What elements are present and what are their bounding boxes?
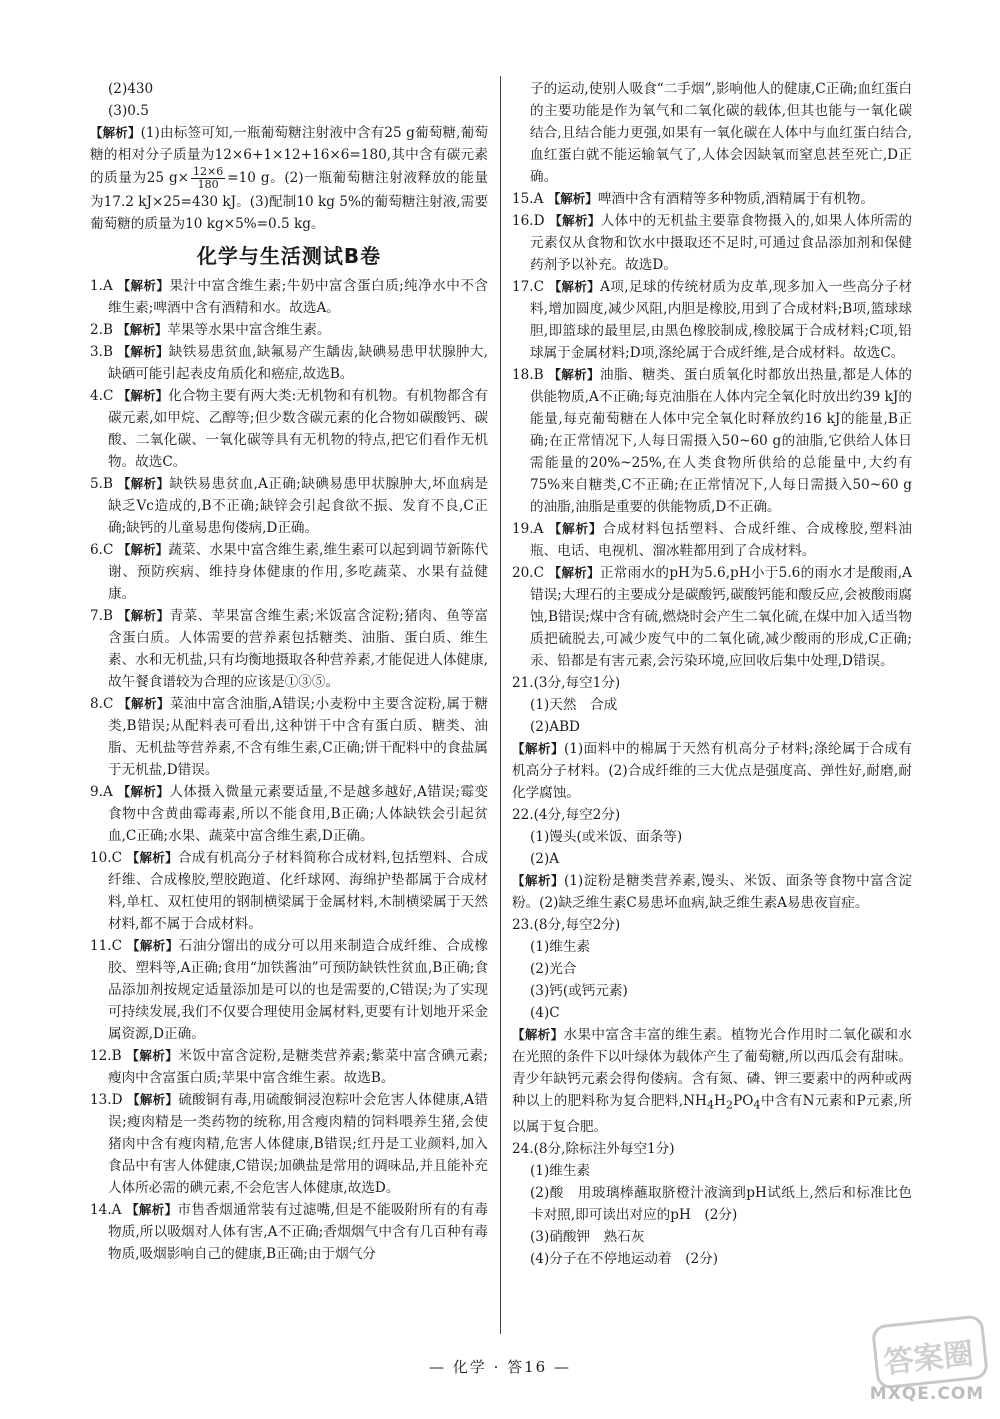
analysis-text: (1)淀粉是糖类营养素,馒头、米饭、面条等食物中富含淀粉。(2)缺乏维生素C易患坏血病,缺乏维生素A易患夜盲症。 [512, 873, 912, 911]
answer-label: 3.B [90, 344, 113, 360]
analysis-text: 蔬菜、水果中富含维生素,维生素可以起到调节新陈代谢、预防疾病、维持身体健康的作用,多吃蔬菜、水果有益健康。 [108, 542, 488, 602]
analysis-tag: 【解析】 [549, 213, 601, 228]
question-header [512, 1138, 912, 1160]
answer-item [512, 188, 912, 210]
answer-label: 20.C [512, 565, 545, 581]
question-number: 21. [512, 675, 534, 691]
analysis-text: 青菜、苹果富含维生素;米饭富含淀粉;猪肉、鱼等富含蛋白质。人体需要的营养素包括糖类、油脂、蛋白质、维生素、水和无机盐,只有均衡地摄取各种营养素,才能促进人体健康,故午餐食谱较为合理的应该是①③⑤。 [108, 608, 488, 690]
analysis-text: 合成材料包括塑料、合成纤维、合成橡胶,塑料油瓶、电话、电视机、溜冰鞋都用到了合成材料。 [530, 521, 912, 559]
answer-item [90, 1045, 488, 1089]
answer-list [512, 188, 912, 672]
answer-label: 1.A [90, 278, 113, 294]
answer-label: 12.B [90, 1048, 122, 1064]
right-column [512, 78, 912, 1270]
analysis-text: 缺铁易患贫血,缺氟易产生龋齿,缺碘易患甲状腺肿大,缺硒可能引起表皮角质化和癌症,故选B。 [108, 344, 488, 382]
answer-label: 11.C [90, 938, 123, 954]
analysis-paragraph [90, 122, 488, 235]
answer-item [90, 319, 488, 341]
answer-line: (1)维生素 [530, 939, 591, 955]
answer-line: (1)馒头(或米饭、面条等) [530, 829, 683, 845]
fraction [191, 166, 225, 191]
analysis-text: 菜油中富含油脂,A错误;小麦粉中主要含淀粉,属于糖类,B错误;从配料表可看出,这种饼干中含有蛋白质、糖类、油脂、无机盐等营养素,不含有维生素,C正确;饼干配料中的食盐属于无机盐,D错误。 [108, 696, 488, 778]
answer-label: 19.A [512, 521, 544, 537]
answer-item [512, 364, 912, 518]
answer-item [512, 276, 912, 364]
answer-line: (2)ABD [530, 719, 580, 735]
answer-item [90, 693, 488, 781]
formula-part: PO [733, 1093, 754, 1109]
watermark-url: MXQE.COM [869, 1384, 985, 1404]
answer-item [90, 385, 488, 473]
analysis-text: 市售香烟通常装有过滤嘴,但是不能吸附所有的有毒物质,所以吸烟对人体有害,A不正确;香烟烟气中含有几百种有毒物质,吸烟影响自己的健康,B正确;由于烟气分 [108, 1202, 488, 1262]
analysis-text: 油脂、糖类、蛋白质氧化时都放出热量,都是人体的供能物质,A不正确;每克油脂在人体内完全氧化时放出约39 kJ的能量,每克葡萄糖在人体中完全氧化时释放约16 kJ的能量,B正确;在正常情况下,人每日需摄入50~60 g的油脂,它供给人体日需能量的20%~25%,在人类食物所供给的总能量中,大约有75%来自糖类,C不正确;在正常情况下,人每日需摄入50~60 g的油脂,油脂是重要的供能物质,D不正确。 [530, 367, 912, 515]
answer-line: (3)硝酸钾 熟石灰 [530, 1228, 645, 1245]
analysis-tag: 【解析】 [117, 608, 170, 623]
analysis-tag: 【解析】 [548, 367, 600, 382]
analysis-tag: 【解析】 [117, 322, 168, 337]
answer-label: 17.C [512, 279, 545, 295]
answer-label: 10.C [90, 850, 123, 866]
answer-line: (3)钙(或钙元素) [530, 983, 628, 999]
page-footer: — 化学 · 答16 — [429, 1358, 571, 1376]
section-title: 化学与生活测试B卷 [196, 244, 382, 268]
question-number: 22. [512, 807, 534, 823]
analysis-text: 水果中富含丰富的维生素。植物光合作用时二氧化碳和水在光照的条件下以叶绿体为载体产生了葡萄糖,所以西瓜会有甜味。青少年缺钙元素会得佝偻病。含有氮、磷、钾三要素中的两种或两种以上的肥料称为复合肥料,NH [512, 1027, 912, 1109]
analysis-tag: 【解析】 [117, 784, 170, 799]
answer-line: (4)C [530, 1005, 560, 1021]
analysis-tag: 【解析】 [548, 279, 601, 294]
analysis-text: 硫酸铜有毒,用硫酸铜浸泡粽叶会危害人体健康,A错误;瘦肉精是一类药物的统称,用含瘦肉精的饲料喂养生猪,会使猪肉中含有瘦肉精,危害人体健康,B错误;红丹是工业颜料,加入食品中有害人体健康,C错误;加碘盐是常用的调味品,并且能补充人体所必需的碘元素,不会危害人体健康,故选D。 [108, 1092, 488, 1196]
analysis-text: 中含有N元素和P元素,所以属于复合肥。 [512, 1093, 912, 1135]
watermark [868, 1318, 986, 1408]
subscript: 4 [753, 1097, 761, 1112]
analysis-tag: 【解析】 [512, 873, 564, 888]
answer-label: 6.C [90, 542, 114, 558]
question-number: 24. [512, 1140, 534, 1157]
analysis-text: 人体中的无机盐主要靠食物摄入的,如果人体所需的元素仅从食物和饮水中摄取还不足时,可通过食品添加剂和保健药剂予以补充。故选D。 [530, 213, 912, 273]
answer-line: (2)430 [108, 81, 154, 97]
analysis-tag: 【解析】 [90, 125, 141, 140]
answer-label: 15.A [512, 191, 544, 207]
watermark-logo [871, 1314, 989, 1389]
analysis-paragraph [512, 870, 912, 914]
analysis-tag: 【解析】 [126, 1048, 179, 1063]
analysis-text: A项,足球的传统材质为皮革,现多加入一些高分子材料,增加圆度,减少风阻,内胆是橡胶,用到了合成材料;B项,篮球球胆,即篮球的最里层,由黑色橡胶制成,橡胶属于合成材料;C项,铅球属于金属材料;D项,涤纶属于合成纤维,是合成材料。故选C。 [530, 279, 912, 361]
question-number: 23. [512, 917, 534, 933]
answer-label: 16.D [512, 213, 545, 229]
analysis-tag: 【解析】 [512, 741, 564, 756]
analysis-tag: 【解析】 [118, 696, 170, 711]
analysis-text: 果汁中富含维生素;牛奶中富含蛋白质;纯净水中不含维生素;啤酒中含有酒精和水。故选A。 [108, 278, 488, 316]
fraction-numerator: 12×6 [193, 165, 224, 178]
analysis-text: 化合物主要有两大类:无机物和有机物。有机物都含有碳元素,如甲烷、乙醇等;但少数含碳元素的化合物如碳酸钙、碳酸、二氧化碳、一氧化碳等具有无机物的特点,把它们看作无机物。故选C。 [108, 388, 488, 470]
subscript: 4 [706, 1097, 715, 1112]
analysis-tag: 【解析】 [126, 1202, 178, 1217]
analysis-text: =10 g。(2)一瓶葡萄糖注射液释放的能量为17.2 kJ×25=430 kJ。(3)配制10 kg 5%的葡萄糖注射液,需要葡萄糖的质量为10 kg×5%=0.5 kg。 [90, 170, 488, 232]
score-note: (8分,除标注外每空1分) [533, 1140, 675, 1157]
answer-item [90, 781, 488, 847]
answer-line: (1)天然 合成 [530, 697, 618, 713]
analysis-tag: 【解析】 [548, 565, 600, 580]
analysis-tag: 【解析】 [548, 521, 603, 536]
column-divider [500, 76, 501, 1334]
left-column [90, 78, 488, 1265]
score-note: (3分,每空1分) [533, 675, 621, 691]
answer-item [512, 562, 912, 672]
analysis-tag: 【解析】 [117, 388, 169, 403]
continuation-text: 子的运动,使别人吸食“二手烟”,影响他人的健康,C正确;血红蛋白的主要功能是作为氧气和二氧化碳的载体,但其也能与一氧化碳结合,且结合能力更强,如果有一氧化碳在人体中与血红蛋白结合,血红蛋白就不能运输氧气了,人体会因缺氧而窒息甚至死亡,D正确。 [530, 81, 912, 185]
analysis-text: 米饭中富含淀粉,是糖类营养素;紫菜中富含碘元素;瘦肉中含富蛋白质;苹果中富含维生素。故选B。 [108, 1048, 488, 1086]
answer-item [90, 1199, 488, 1265]
analysis-paragraph [512, 1024, 912, 1138]
analysis-tag: 【解析】 [117, 476, 170, 491]
answer-item [90, 605, 488, 693]
answer-line: (1)维生素 [530, 1162, 591, 1179]
answer-label: 14.A [90, 1202, 122, 1218]
analysis-tag: 【解析】 [127, 1092, 179, 1107]
analysis-text: 缺铁易患贫血,A正确;缺碘易患甲状腺肿大,坏血病是缺乏Vc造成的,B不正确;缺锌会引起食欲不振、发育不良,C正确;缺钙的儿童易患佝偻病,D正确。 [108, 476, 488, 536]
answer-item [512, 518, 912, 562]
score-note: (8分,每空2分) [533, 917, 621, 933]
answer-label: 2.B [90, 322, 113, 338]
answer-line: (2)A [530, 851, 560, 867]
analysis-tag: 【解析】 [117, 344, 169, 359]
answer-label: 4.C [90, 388, 114, 404]
analysis-text: 正常雨水的pH为5.6,pH小于5.6的雨水才是酸雨,A错误;大理石的主要成分是碳酸钙,碳酸钙能和酸反应,会被酸雨腐蚀,B错误;煤中含有硫,燃烧时会产生二氧化硫,在煤中加入适当物质把硫脱去,可减少废气中的二氧化硫,减少酸雨的形成,C正确;汞、铅都是有害元素,会污染环境,应回收后集中处理,D错误。 [530, 565, 912, 669]
watermark-logo-text: 答案圈 [882, 1336, 976, 1381]
analysis-text: 合成有机高分子材料简称合成材料,包括塑料、合成纤维、合成橡胶,塑胶跑道、化纤球网、海绵护垫都属于合成材料,单杠、双杠使用的钢制横梁属于金属材料,木制横梁属于天然材料,都不属于合成材料。 [108, 850, 488, 932]
answer-item [90, 935, 488, 1045]
analysis-tag: 【解析】 [117, 278, 170, 293]
analysis-tag: 【解析】 [547, 191, 598, 206]
answer-item [512, 210, 912, 276]
answer-line: (3)0.5 [108, 103, 149, 119]
answer-label: 18.B [512, 367, 544, 383]
analysis-text: 石油分馏出的成分可以用来制造合成纤维、合成橡胶、塑料等,A正确;食用“加铁酱油”可预防缺铁性贫血,B正确;食品添加剂按规定适量添加是可以的也是需要的,C错误;为了实现可持续发展,我们不仅要合理使用金属材料,更要有计划地开采金属资源,D正确。 [108, 938, 488, 1042]
analysis-text: 啤酒中含有酒精等多种物质,酒精属于有机物。 [597, 191, 874, 207]
answer-line: (4)分子在不停地运动着 (2分) [530, 1250, 719, 1267]
analysis-tag: 【解析】 [126, 850, 178, 865]
analysis-paragraph [512, 738, 912, 804]
answer-line: (2)酸 用玻璃棒蘸取脐橙汁液滴到pH试纸上,然后和标准比色卡对照,即可读出对应的pH (2分) [530, 1184, 912, 1223]
answer-label: 5.B [90, 476, 113, 492]
analysis-text: (1)面料中的棉属于天然有机高分子材料;涤纶属于合成有机高分子材料。(2)合成纤维的三大优点是强度高、弹性好,耐磨,耐化学腐蚀。 [512, 741, 912, 801]
answer-item [90, 1089, 488, 1199]
analysis-tag: 【解析】 [512, 1027, 564, 1042]
answer-item [90, 473, 488, 539]
question-header [512, 914, 912, 936]
answer-item [90, 847, 488, 935]
answer-item [90, 341, 488, 385]
answer-item [90, 275, 488, 319]
fraction-denominator: 180 [197, 178, 219, 191]
analysis-tag: 【解析】 [126, 938, 179, 953]
analysis-tag: 【解析】 [117, 542, 169, 557]
answer-label: 9.A [90, 784, 113, 800]
question-header [512, 672, 912, 694]
analysis-text: 人体摄入微量元素要适量,不是越多越好,A错误;霉变食物中含黄曲霉毒素,所以不能食用,B正确;人体缺铁会引起贫血,C正确;水果、蔬菜中富含维生素,D正确。 [108, 784, 488, 844]
subscript: 2 [725, 1097, 734, 1112]
answer-item [90, 539, 488, 605]
answer-label: 13.D [90, 1092, 123, 1108]
answer-label: 8.C [90, 696, 114, 712]
formula-part: H [714, 1093, 726, 1109]
answer-label: 7.B [90, 608, 113, 624]
answer-line: (2)光合 [530, 961, 577, 977]
analysis-text: (1)由标签可知,一瓶葡萄糖注射液中含有25 g葡萄糖,葡萄糖的相对分子质量为12×6+1×12+16×6=180,其中含有碳元素的质量为25 g× [90, 125, 488, 186]
analysis-text: 苹果等水果中富含维生素。 [167, 322, 331, 338]
score-note: (4分,每空2分) [533, 807, 621, 823]
question-header [512, 804, 912, 826]
answer-list [90, 275, 488, 1265]
